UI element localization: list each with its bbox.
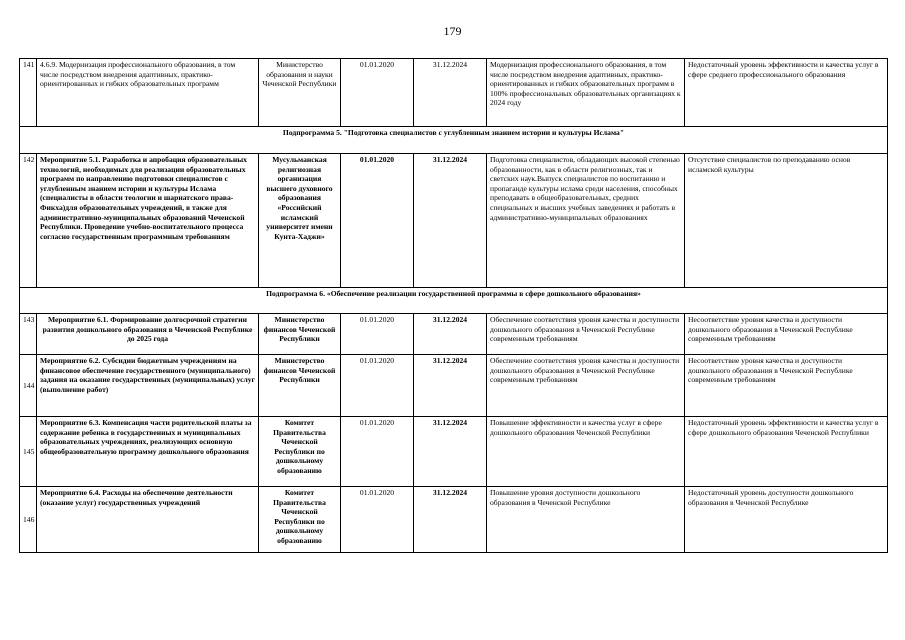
executor-cell: Министерство финансов Чеченской Республики: [259, 355, 341, 417]
executor-cell: Министерство образования и науки Чеченской Республики: [259, 59, 341, 127]
start-date-cell: 01.01.2020: [341, 487, 414, 553]
table-row: [20, 59, 888, 127]
consequence-cell: Недостаточный уровень доступности дошкольного образования в Чеченской Республике: [685, 487, 888, 553]
row-number: 141: [20, 59, 37, 127]
consequence-cell: Несоответствие уровня качества и доступности дошкольного образования в Чеченской Республике современным требованиям: [685, 314, 888, 355]
table-row: [20, 487, 888, 553]
measure-cell: 4.6.9. Модернизация профессионального образования, в том числе посредством внедрения адаптивных, практико-ориентированных и гибких образовательных программ: [37, 59, 259, 127]
result-cell: Обеспечение соответствия уровня качества и доступности дошкольного образования в Чеченской Республике современным требованиям: [487, 355, 685, 417]
end-date-cell: 31.12.2024: [414, 487, 487, 553]
end-date-cell: 31.12.2024: [414, 154, 487, 288]
row-number: 145: [20, 417, 37, 487]
table-row: [20, 154, 888, 288]
result-cell: Повышение уровня доступности дошкольного образования в Чеченской Республике: [487, 487, 685, 553]
end-date-cell: 31.12.2024: [414, 59, 487, 127]
result-cell: Подготовка специалистов, обладающих высокой степенью образованности, как в области религиозных, так и светских наук.Выпуск специалистов по воспитанию и пропаганде культуры ислама среди населения, способных преподавать в общеобразовательных, средних специальных и высших учебных заведениях и работать в административно-муниципальных образованиях: [487, 154, 685, 288]
result-cell: Повышение эффективности и качества услуг в сфере дошкольного образования Чеченской Республики: [487, 417, 685, 487]
measure-cell: Мероприятие 6.2. Субсидии бюджетным учреждениям на финансовое обеспечение государственного (муниципального) задания на оказание государственных (муниципальных) услуг (выполнение работ): [37, 355, 259, 417]
table-row: [20, 417, 888, 487]
end-date-cell: 31.12.2024: [414, 417, 487, 487]
start-date-cell: 01.01.2020: [341, 314, 414, 355]
table-row: [20, 355, 888, 417]
start-date-cell: 01.01.2020: [341, 355, 414, 417]
executor-cell: Мусульманская религиозная организация высшего духовного образования «Российский исламский университет имени Кунта-Хаджи»: [259, 154, 341, 288]
row-number: 143: [20, 314, 37, 355]
start-date-cell: 01.01.2020: [341, 59, 414, 127]
end-date-cell: 31.12.2024: [414, 314, 487, 355]
consequence-cell: Недостаточный уровень эффективности и качества услуг в сфере среднего профессионального образования: [685, 59, 888, 127]
subprogram-heading: Подпрограмма 5. "Подготовка специалистов с углубленным знанием истории и культуры Ислама": [20, 127, 888, 154]
executor-cell: Комитет Правительства Чеченской Республики по дошкольному образованию: [259, 417, 341, 487]
measure-cell: Мероприятие 6.4. Расходы на обеспечение деятельности (оказание услуг) государственных учреждений: [37, 487, 259, 553]
measure-cell: Мероприятие 6.3. Компенсация части родительской платы за содержание ребенка в государственных и муниципальных образовательных учреждениях, реализующих основную общеобразовательную программу дошкольного образования: [37, 417, 259, 487]
start-date-cell: 01.01.2020: [341, 154, 414, 288]
end-date-cell: 31.12.2024: [414, 355, 487, 417]
consequence-cell: Недостаточный уровень эффективности и качества услуг в сфере дошкольного образования Чеченской Республики: [685, 417, 888, 487]
page-number: 179: [443, 24, 462, 38]
row-number: 142: [20, 154, 37, 288]
measures-table: [19, 58, 888, 553]
start-date-cell: 01.01.2020: [341, 417, 414, 487]
subprogram-heading: Подпрограмма 6. «Обеспечение реализации государственной программы в сфере дошкольного образования»: [20, 288, 888, 314]
measure-cell: Мероприятие 6.1. Формирование долгосрочной стратегии развития дошкольного образования в Чеченской Республике до 2025 года: [37, 314, 259, 355]
measure-cell: Мероприятие 5.1. Разработка и апробация образовательных технологий, необходимых для реализации образовательных программ по направлению подготовки специалистов с углубленным знанием истории и культуры Ислама (специалисты в области теологии и шариатского права-Фикха)для образовательных учреждений, в также для административно-муниципальных образований Чеченской Республики. Проведение учебно-воспитательного процесса согласно государственным программным требованиям: [37, 154, 259, 288]
table-row: [20, 314, 888, 355]
consequence-cell: Отсутствие специалистов по преподаванию основ исламской культуры: [685, 154, 888, 288]
result-cell: Модернизация профессионального образования, в том числе посредством внедрения адаптивных, практико-ориентированных и гибких образовательных программ в 100% профессиональных образовательных организациях к 2024 году: [487, 59, 685, 127]
subprogram-heading-row: [20, 288, 888, 314]
consequence-cell: Несоответствие уровня качества и доступности дошкольного образования в Чеченской Республике современным требованиям: [685, 355, 888, 417]
subprogram-heading-row: [20, 127, 888, 154]
row-number: 144: [20, 355, 37, 417]
executor-cell: Комитет Правительства Чеченской Республики по дошкольному образованию: [259, 487, 341, 553]
result-cell: Обеспечение соответствия уровня качества и доступности дошкольного образования в Чеченской Республике современным требованиям: [487, 314, 685, 355]
row-number: 146: [20, 487, 37, 553]
executor-cell: Министерство финансов Чеченской Республики: [259, 314, 341, 355]
